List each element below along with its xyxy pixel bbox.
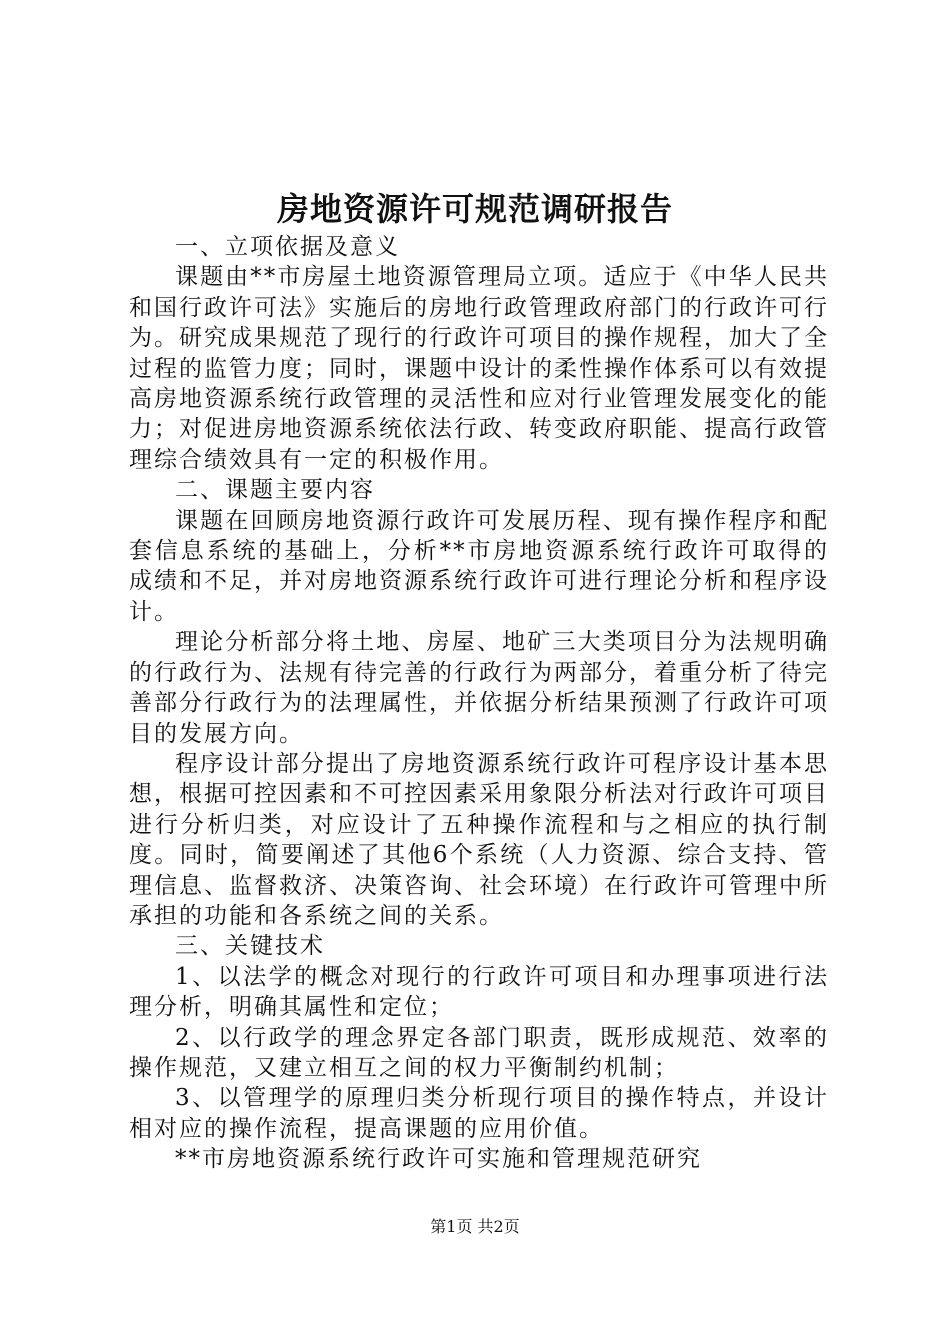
- document-body: [129, 232, 829, 1175]
- document-title: 房地资源许可规范调研报告: [276, 190, 673, 228]
- list-item-1: 1、以法学的概念对现行的行政许可项目和办理事项进行法理分析，明确其属性和定位；: [129, 963, 829, 1021]
- page-footer: 第1页 共2页: [430, 1217, 520, 1236]
- paragraph-project-basis: 课题由**市房屋土地资源管理局立项。适应于《中华人民共和国行政许可法》实施后的房地行政管理政府部门的行政许可行为。研究成果规范了现行的行政许可项目的操作规程，加大了全过程的监管力度；同时，课题中设计的柔性操作体系可以有效提高房地资源系统行政管理的灵活性和应对行业管理发展变化的能力；对促进房地资源系统依法行政、转变政府职能、提高行政管理综合绩效具有一定的积极作用。: [129, 264, 829, 473]
- section-heading-2: 二、课题主要内容: [175, 477, 375, 504]
- list-item-3: 3、以管理学的原理归类分析现行项目的操作特点，并设计相对应的操作流程，提高课题的应用价值。: [129, 1085, 829, 1142]
- section-heading-3: 三、关键技术: [175, 933, 325, 960]
- closing-line: **市房地资源系统行政许可实施和管理规范研究: [175, 1146, 702, 1173]
- paragraph-theory-analysis: 理论分析部分将土地、房屋、地矿三大类项目分为法规明确的行政行为、法规有待完善的行政行为两部分，着重分析了待完善部分行政行为的法理属性，并依据分析结果预测了行政许可项目的发展方向。: [129, 629, 829, 747]
- paragraph-procedure-design: 程序设计部分提出了房地资源系统行政许可程序设计基本思想，根据可控因素和不可控因素采用象限分析法对行政许可项目进行分析归类，对应设计了五种操作流程和与之相应的执行制度。同时，简要阐述了其他6个系统（人力资源、综合支持、管理信息、监督救济、决策咨询、社会环境）在行政许可管理中所承担的功能和各系统之间的关系。: [129, 750, 829, 929]
- paragraph-content-overview: 课题在回顾房地资源行政许可发展历程、现有操作程序和配套信息系统的基础上，分析**市房地资源系统行政许可取得的成绩和不足，并对房地资源系统行政许可进行理论分析和程序设计。: [129, 507, 829, 625]
- section-heading-1: 一、立项依据及意义: [175, 234, 400, 260]
- list-item-2: 2、以行政学的理念界定各部门职责，既形成规范、效率的操作规范，又建立相互之间的权力平衡制约机制；: [129, 1024, 829, 1081]
